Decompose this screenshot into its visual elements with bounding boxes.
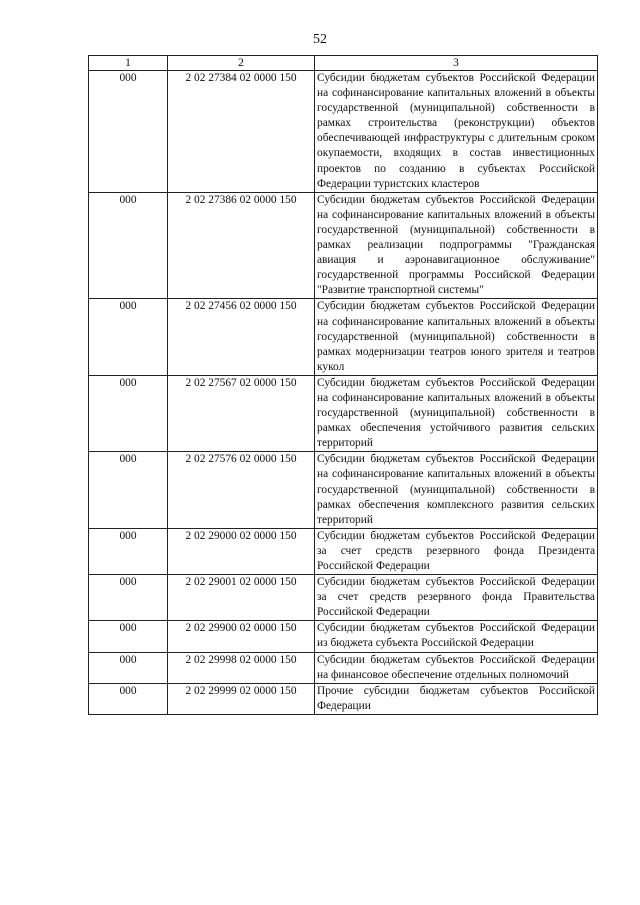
description-cell: Субсидии бюджетам субъектов Российской Федерации за счет средств резервного фонда Правительства Российской Федерации [315, 575, 598, 621]
admin-code-cell: 000 [89, 299, 168, 375]
budget-code-cell: 2 02 27567 02 0000 150 [168, 375, 315, 451]
table-row [89, 652, 598, 683]
description-cell: Прочие субсидии бюджетам субъектов Российской Федерации [315, 683, 598, 714]
description-cell: Субсидии бюджетам субъектов Российской Федерации на софинансирование капитальных вложений в объекты государственной (муниципальной) собственности в рамках реализации подпрограммы "Гражданская авиация и аэронавигационное обслуживание" государственной программы Российской Федерации "Развитие транспортной системы" [315, 192, 598, 299]
admin-code-cell: 000 [89, 621, 168, 652]
description-cell: Субсидии бюджетам субъектов Российской Федерации за счет средств резервного фонда Президента Российской Федерации [315, 528, 598, 574]
description-cell: Субсидии бюджетам субъектов Российской Федерации на софинансирование капитальных вложений в объекты государственной (муниципальной) собственности в рамках обеспечения комплексного развития сельских территорий [315, 452, 598, 528]
table-row [89, 299, 598, 375]
table-row [89, 375, 598, 451]
page-number: 52 [313, 32, 327, 47]
table-row [89, 192, 598, 299]
column-header-3: 3 [315, 56, 598, 71]
description-cell: Субсидии бюджетам субъектов Российской Федерации из бюджета субъекта Российской Федерации [315, 621, 598, 652]
table-row [89, 528, 598, 574]
budget-code-cell: 2 02 29001 02 0000 150 [168, 575, 315, 621]
admin-code-cell: 000 [89, 683, 168, 714]
budget-code-cell: 2 02 27576 02 0000 150 [168, 452, 315, 528]
admin-code-cell: 000 [89, 375, 168, 451]
budget-code-cell: 2 02 27386 02 0000 150 [168, 192, 315, 299]
table-row [89, 683, 598, 714]
budget-code-cell: 2 02 29900 02 0000 150 [168, 621, 315, 652]
description-cell: Субсидии бюджетам субъектов Российской Федерации на финансовое обеспечение отдельных полномочий [315, 652, 598, 683]
budget-classification-table [88, 55, 598, 715]
budget-code-cell: 2 02 27384 02 0000 150 [168, 71, 315, 193]
admin-code-cell: 000 [89, 528, 168, 574]
budget-code-cell: 2 02 27456 02 0000 150 [168, 299, 315, 375]
admin-code-cell: 000 [89, 452, 168, 528]
admin-code-cell: 000 [89, 192, 168, 299]
description-cell: Субсидии бюджетам субъектов Российской Федерации на софинансирование капитальных вложений в объекты государственной (муниципальной) собственности в рамках строительства (реконструкции) объектов обеспечивающей инфраструктуры с длительным сроком окупаемости, входящих в состав инвестиционных проектов по созданию в субъектах Российской Федерации туристских кластеров [315, 71, 598, 193]
description-cell: Субсидии бюджетам субъектов Российской Федерации на софинансирование капитальных вложений в объекты государственной (муниципальной) собственности в рамках модернизации театров юного зрителя и театров кукол [315, 299, 598, 375]
admin-code-cell: 000 [89, 575, 168, 621]
table-row [89, 575, 598, 621]
column-header-2: 2 [168, 56, 315, 71]
budget-code-cell: 2 02 29000 02 0000 150 [168, 528, 315, 574]
admin-code-cell: 000 [89, 652, 168, 683]
table-row [89, 621, 598, 652]
table-header-row [89, 56, 598, 71]
admin-code-cell: 000 [89, 71, 168, 193]
budget-code-cell: 2 02 29999 02 0000 150 [168, 683, 315, 714]
table-row [89, 452, 598, 528]
budget-code-cell: 2 02 29998 02 0000 150 [168, 652, 315, 683]
description-cell: Субсидии бюджетам субъектов Российской Федерации на софинансирование капитальных вложений в объекты государственной (муниципальной) собственности в рамках обеспечения устойчивого развития сельских территорий [315, 375, 598, 451]
table-row [89, 71, 598, 193]
column-header-1: 1 [89, 56, 168, 71]
